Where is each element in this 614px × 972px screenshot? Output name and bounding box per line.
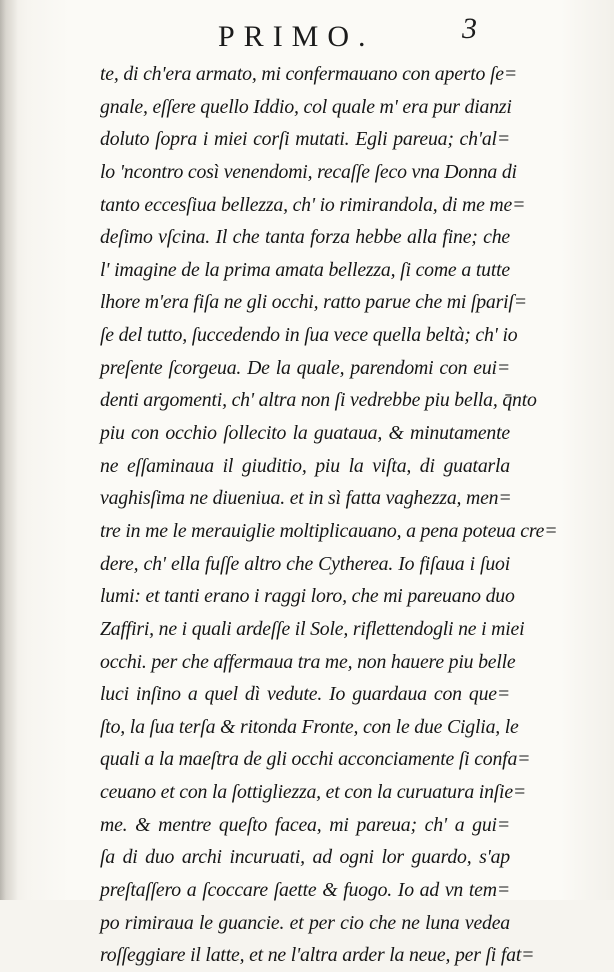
text-line: l' imagine de la prima amata bellezza, ſi come a tutte: [100, 258, 510, 281]
text-line: ceuano et con la ſottigliezza, et con la curuatura inſie=: [100, 781, 527, 804]
text-line: ſe del tutto, ſuccedendo in ſua vece quella beltà; ch' io: [100, 324, 518, 347]
text-line: tanto eccesſiua bellezza, ch' io rimirandola, di me me=: [100, 193, 526, 216]
text-line: deſimo vſcina. Il che tanta forza hebbe alla fine; che: [100, 226, 510, 249]
page-header: [0, 10, 614, 60]
text-line: vaghisſima ne diueniua. et in sì fatta vaghezza, men=: [100, 487, 512, 510]
text-line: luci inſino a quel dì vedute. Io guardaua con que=: [100, 683, 510, 706]
text-line: occhi. per che affermaua tra me, non hauere piu belle: [100, 650, 516, 673]
text-line: dere, ch' ella fuſſe altro che Cytherea. Io fiſaua i ſuoi: [100, 552, 510, 575]
text-line: doluto ſopra i miei corſi mutati. Egli pareua; ch'al=: [100, 128, 510, 151]
text-line: ſa di duo archi incuruati, ad ogni lor guardo, s'ap: [100, 846, 510, 869]
text-line: Zaffiri, ne i quali ardeſſe il Sole, riflettendogli ne i miei: [100, 617, 525, 640]
text-line: te, di ch'era armato, mi confermauano con aperto ſe=: [100, 63, 518, 85]
text-line: quali a la maeſtra de gli occhi acconciamente ſi confa=: [100, 748, 531, 771]
text-line: lo 'ncontro così venendomi, recaſſe ſeco vna Donna di: [100, 160, 517, 183]
text-line: roſſeggiare il latte, et ne l'altra arder la neue, per ſi fat=: [100, 944, 535, 967]
body-text: [100, 58, 558, 972]
text-line: gnale, eſſere quello Iddio, col quale m' era pur dianzi: [100, 95, 512, 118]
running-head: PRIMO.: [218, 20, 375, 53]
text-line: lhore m'era fiſa ne gli occhi, ratto parue che mi ſpariſ=: [100, 291, 527, 314]
text-line: denti argomenti, ch' altra non ſi vedrebbe piu bella, q̄nto: [100, 389, 537, 412]
text-line: piu con occhio ſollecito la guataua, & minutamente: [100, 422, 510, 445]
text-line: ne eſſaminaua il giuditio, piu la viſta, di guatarla: [100, 454, 510, 477]
page-number: 3: [462, 12, 477, 45]
text-line: preſente ſcorgeua. De la quale, parendomi con eui=: [100, 356, 510, 379]
text-line: preſtaſſero a ſcoccare ſaette & fuogo. Io ad vn tem=: [100, 879, 510, 902]
text-line: me. & mentre queſto facea, mi pareua; ch' a gui=: [100, 813, 510, 836]
text-line: lumi: et tanti erano i raggi loro, che mi pareuano duo: [100, 585, 515, 608]
text-line: po rimiraua le guancie. et per cio che ne luna vedea: [100, 911, 510, 934]
gutter-shadow: [0, 0, 18, 900]
text-line: ſto, la ſua terſa & ritonda Fronte, con le due Ciglia, le: [100, 715, 519, 738]
text-line: tre in me le merauiglie moltiplicauano, a pena poteua cre=: [100, 519, 558, 542]
